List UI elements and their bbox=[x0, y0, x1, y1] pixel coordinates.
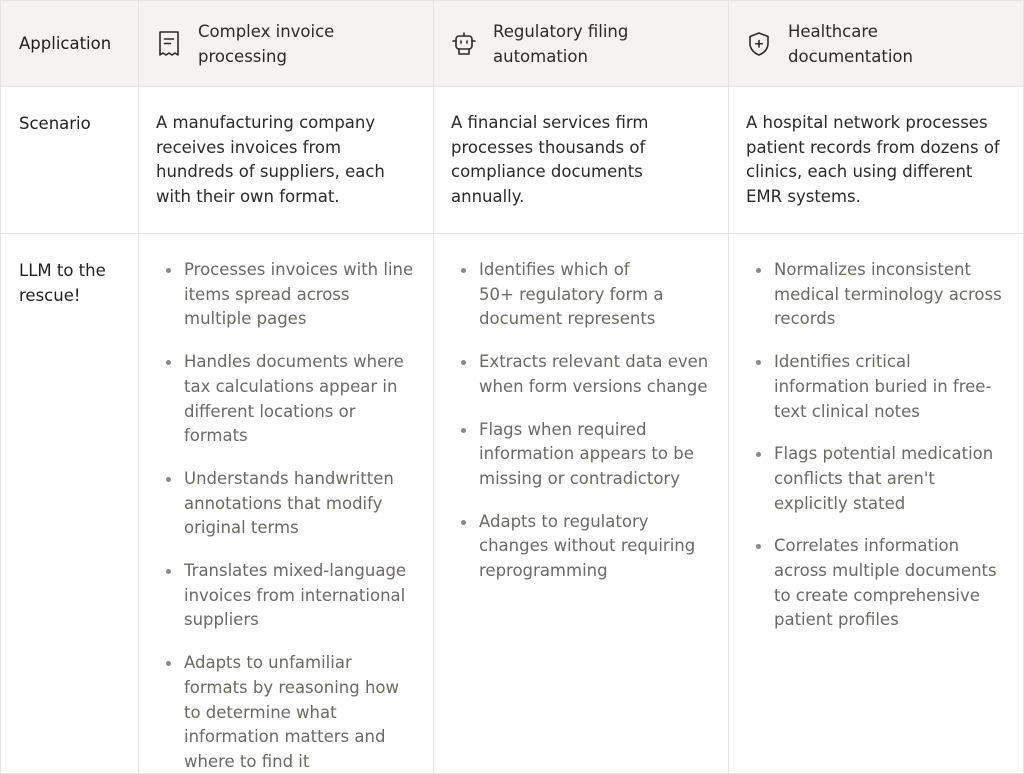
scenario-cell bbox=[139, 87, 434, 233]
list-item: Adapts to regulatory changes without requiring reprogramming bbox=[461, 510, 711, 584]
scenario-cell bbox=[434, 87, 729, 233]
list-item: Processes invoices with line items spread across multiple pages bbox=[166, 258, 416, 332]
capabilities-cell bbox=[139, 234, 434, 773]
application-title: Complex invoice processing bbox=[198, 21, 335, 66]
shield-plus-icon bbox=[746, 29, 772, 59]
capabilities-list bbox=[746, 258, 1006, 633]
list-item: Identifies which of 50+ regulatory form a document represents bbox=[461, 258, 669, 332]
scenario-label: Scenario bbox=[19, 114, 91, 133]
list-item: Translates mixed-language invoices from international suppliers bbox=[166, 559, 416, 633]
application-header-regulatory bbox=[434, 1, 729, 86]
list-item: Correlates information across multiple documents to create comprehensive patient profiles bbox=[756, 534, 1006, 633]
list-item: Identifies critical information buried in free-text clinical notes bbox=[756, 350, 1006, 424]
scenario-cell bbox=[729, 87, 1023, 233]
list-item: Handles documents where tax calculations appear in different locations or formats bbox=[166, 350, 416, 449]
scenario-text: A financial services firm processes thousands of compliance documents annually. bbox=[451, 113, 649, 207]
row-label-cell bbox=[1, 87, 139, 233]
rescue-row bbox=[1, 234, 1023, 773]
header-row bbox=[1, 1, 1023, 87]
capabilities-cell bbox=[729, 234, 1023, 773]
list-item: Adapts to unfamiliar formats by reasoning how to determine what information matters and where to find it bbox=[166, 651, 416, 774]
application-label: Application bbox=[19, 34, 112, 53]
application-title: Healthcare documentation bbox=[788, 21, 913, 66]
list-item: Flags when required information appears to be missing or contradictory bbox=[461, 418, 711, 492]
scenario-text: A manufacturing company receives invoices from hundreds of suppliers, each with their own format. bbox=[156, 113, 385, 207]
capabilities-list bbox=[451, 258, 711, 584]
list-item: Flags potential medication conflicts that aren't explicitly stated bbox=[756, 442, 1006, 516]
receipt-icon bbox=[156, 29, 182, 59]
row-label-cell bbox=[1, 234, 139, 773]
application-header-invoice bbox=[139, 1, 434, 86]
list-item: Extracts relevant data even when form versions change bbox=[461, 350, 711, 399]
capabilities-list bbox=[156, 258, 416, 774]
scenario-text: A hospital network processes patient records from dozens of clinics, each using different EMR systems. bbox=[746, 113, 1000, 207]
list-item: Understands handwritten annotations that modify original terms bbox=[166, 467, 416, 541]
capabilities-cell bbox=[434, 234, 729, 773]
application-title: Regulatory filing automation bbox=[493, 21, 629, 66]
row-label-cell bbox=[1, 1, 139, 86]
application-header-healthcare bbox=[729, 1, 1023, 86]
scenario-row bbox=[1, 87, 1023, 234]
rescue-label: LLM to the rescue! bbox=[19, 261, 106, 305]
robot-icon bbox=[451, 29, 477, 59]
list-item: Normalizes inconsistent medical terminology across records bbox=[756, 258, 1006, 332]
